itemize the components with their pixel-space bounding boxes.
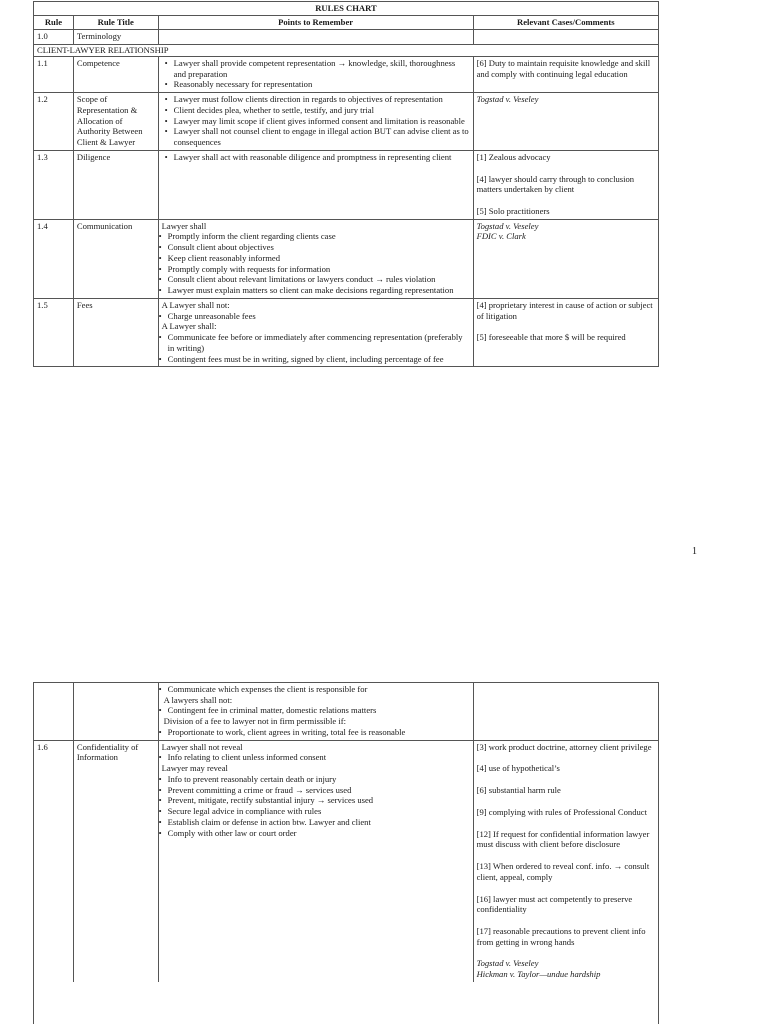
- point-item: • Info to prevent reasonably certain death or injury: [168, 774, 470, 785]
- rule-row-1-4: [34, 219, 658, 298]
- point-item: • Lawyer must follow clients direction in regards to objectives of representation: [174, 94, 470, 105]
- points-intro: Division of a fee to lawyer not in firm permissible if:: [163, 716, 346, 727]
- rule-cases: [473, 93, 658, 150]
- section-heading: CLIENT-LAWYER RELATIONSHIP: [37, 45, 169, 56]
- case-comment: [4] use of hypothetical’s: [476, 763, 560, 774]
- case-comment: [4] lawyer should carry through to conclusion matters undertaken by client: [476, 173, 635, 195]
- point-item: • Promptly comply with requests for information: [168, 264, 470, 275]
- continuation-row: [34, 683, 658, 740]
- rule-points: [158, 220, 473, 298]
- header-rule: Rule: [44, 16, 63, 27]
- points-intro: A Lawyer shall not:: [161, 299, 230, 310]
- point-item: • Prevent committing a crime or fraud → services used: [168, 785, 470, 796]
- chart-title: RULES CHART: [315, 3, 377, 13]
- rule-number: 1.0: [37, 31, 48, 42]
- rule-cases: [473, 220, 658, 298]
- rule-points: [158, 741, 473, 982]
- case-name: Hickman v. Taylor—undue hardship: [476, 969, 601, 980]
- point-item: • Comply with other law or court order: [168, 828, 470, 839]
- rule-number: 1.2: [37, 94, 48, 105]
- point-item: • Info relating to client unless informed consent: [168, 752, 470, 763]
- points-intro: A lawyers shall not:: [163, 694, 233, 705]
- rule-title: Scope of Representation & Allocation of Authority Between Client & Lawyer: [73, 93, 158, 150]
- rule-number: 1.3: [37, 151, 48, 162]
- point-item: • Proportionate to work, client agrees in writing, total fee is reasonable: [168, 727, 470, 738]
- points-intro: Lawyer shall: [161, 220, 207, 231]
- point-item: • Contingent fee in criminal matter, domestic relations matters: [168, 705, 470, 716]
- rule-row-1-6: [34, 740, 658, 982]
- point-item: • Lawyer shall act with reasonable diligence and promptness in representing client: [174, 152, 470, 163]
- point-item: • Contingent fees must be in writing, signed by client, including percentage of fee: [168, 354, 470, 365]
- case-comment: [6] Duty to maintain requisite knowledge and skill and comply with continuing legal education: [476, 57, 651, 79]
- header-rule-title: Rule Title: [73, 16, 158, 30]
- points-intro: A Lawyer shall:: [161, 321, 217, 332]
- rule-title: Competence: [73, 57, 158, 92]
- header-cases: Relevant Cases/Comments: [473, 16, 658, 30]
- point-item: • Client decides plea, whether to settle, testify, and jury trial: [174, 105, 470, 116]
- rule-cases: [473, 299, 658, 366]
- case-names: [477, 958, 655, 979]
- rule-points: [158, 299, 473, 366]
- rule-number: 1.6: [37, 741, 48, 752]
- points-intro: Lawyer shall not reveal: [161, 741, 243, 752]
- case-comment: [13] When ordered to reveal conf. info. → consult client, appeal, comply: [476, 861, 650, 882]
- point-item: • Communicate fee before or immediately after commencing representation (preferably in writing): [168, 332, 470, 353]
- rule-row-1-2: [34, 92, 658, 150]
- case-comment: [6] substantial harm rule: [476, 785, 561, 796]
- rule-title: Diligence: [73, 151, 158, 219]
- case-name: Togstad v. Veseley: [476, 94, 539, 105]
- points-intro: Lawyer may reveal: [161, 763, 228, 774]
- case-comment: [16] lawyer must act competently to preserve confidentiality: [476, 893, 633, 915]
- page-number: 1: [692, 546, 697, 557]
- rule-title: Communication: [73, 220, 158, 298]
- rule-points: [158, 683, 473, 740]
- header-row: [34, 15, 658, 30]
- point-item: • Reasonably necessary for representation: [174, 79, 470, 90]
- case-comment: [5] Solo practitioners: [476, 206, 550, 217]
- rule-cases: [473, 151, 658, 219]
- case-comment: [3] work product doctrine, attorney client privilege: [476, 741, 652, 752]
- rule-points: [158, 93, 473, 150]
- point-item: • Keep client reasonably informed: [168, 253, 470, 264]
- section-heading-row: [34, 44, 658, 56]
- terminology-row: [34, 29, 658, 44]
- point-item: • Promptly inform the client regarding clients case: [168, 231, 470, 242]
- case-comment: [17] reasonable precautions to prevent client info from getting in wrong hands: [476, 926, 646, 947]
- rule-title: Terminology: [73, 30, 158, 44]
- point-item: • Charge unreasonable fees: [168, 311, 470, 322]
- case-name: FDIC v. Clark: [476, 231, 526, 242]
- case-comment: [5] foreseeable that more $ will be required: [476, 332, 626, 343]
- rule-number: 1.5: [37, 299, 48, 310]
- point-item: • Consult client about relevant limitations or lawyers conduct → rules violation: [168, 274, 470, 285]
- point-item: • Communicate which expenses the client is responsible for: [168, 684, 470, 695]
- case-comment: [4] proprietary interest in cause of action or subject of litigation: [476, 299, 653, 321]
- rule-cases: [473, 741, 658, 982]
- case-comment: [9] complying with rules of Professional Conduct: [476, 806, 648, 817]
- rule-number: 1.1: [37, 57, 48, 68]
- rule-row-1-3: [34, 150, 658, 219]
- point-item: • Secure legal advice in compliance with rules: [168, 806, 470, 817]
- point-item: • Establish claim or defense in action btw. Lawyer and client: [168, 817, 470, 828]
- case-name: Togstad v. Veseley: [476, 220, 539, 231]
- rule-row-1-1: [34, 56, 658, 92]
- header-points: Points to Remember: [158, 16, 473, 30]
- rules-chart-table-page-2: [33, 682, 659, 1024]
- rule-title: Confidentiality of Information: [73, 741, 158, 982]
- point-item: • Lawyer may limit scope if client gives informed consent and limitation is reasonable: [174, 116, 470, 127]
- case-name: Togstad v. Veseley: [476, 958, 539, 969]
- point-item: • Lawyer must explain matters so client can make decisions regarding representation: [168, 285, 470, 296]
- rules-chart-table-page-1: [33, 1, 659, 367]
- point-item: • Lawyer shall not counsel client to engage in illegal action BUT can advise client as to consequences: [174, 126, 470, 147]
- point-item: • Lawyer shall provide competent representation → knowledge, skill, thoroughness and preparation: [174, 58, 470, 79]
- case-comment: [12] If request for confidential information lawyer must discuss with client before disclosure: [476, 828, 650, 850]
- case-comment: [1] Zealous advocacy: [476, 151, 551, 162]
- point-item: • Consult client about objectives: [168, 242, 470, 253]
- rule-title: Fees: [73, 299, 158, 366]
- point-item: • Prevent, mitigate, rectify substantial injury → services used: [168, 795, 470, 806]
- rule-points: [158, 151, 473, 219]
- rule-number: 1.4: [37, 220, 48, 231]
- rule-cases: [473, 57, 658, 92]
- rule-row-1-5: [34, 298, 658, 366]
- rule-points: [158, 57, 473, 92]
